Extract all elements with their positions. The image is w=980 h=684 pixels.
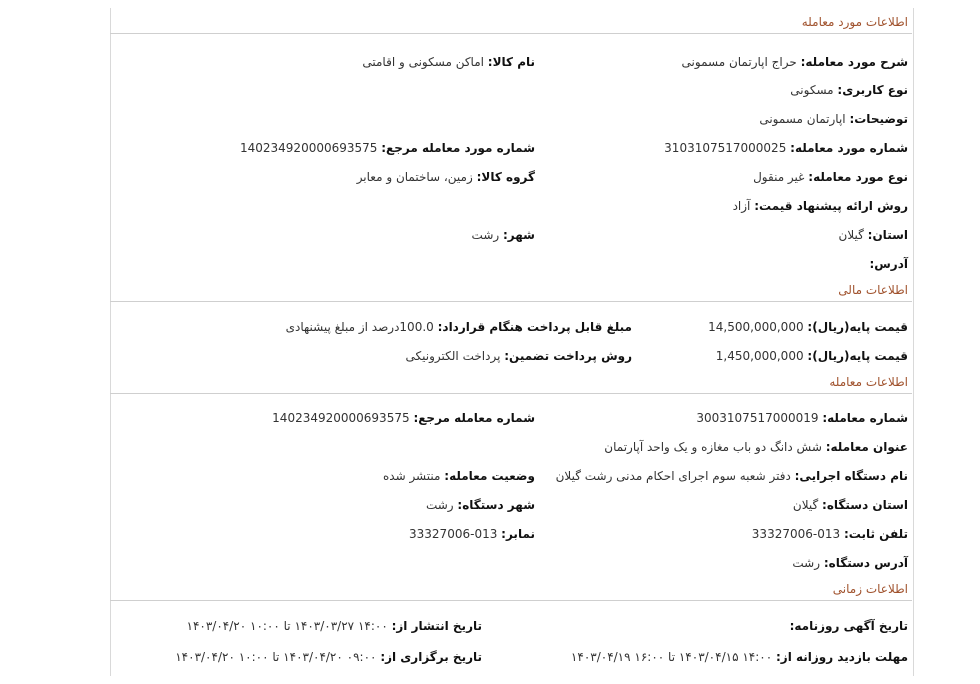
trade-phone-label: تلفن ثابت: <box>843 527 908 541</box>
deal-id-label: شماره مورد معامله: <box>790 141 908 155</box>
deal-bid-label: روش ارائه پیشنهاد قیمت: <box>754 199 908 213</box>
trade-title-label: عنوان معامله: <box>825 440 908 454</box>
trade-org-row <box>556 469 908 483</box>
deal-desc-row <box>682 55 908 69</box>
time-hold-label: تاریخ برگزاری از: <box>380 650 482 664</box>
deal-ref-row <box>240 141 535 155</box>
trade-org-address-value: رشت <box>792 556 821 570</box>
trade-phone-row <box>752 527 908 541</box>
section-deal-title: اطلاعات مورد معامله <box>801 15 908 29</box>
deal-province-value: گیلان <box>838 228 864 242</box>
deal-city-label: شهر: <box>503 228 535 242</box>
time-ad-label: تاریخ آگهی روزنامه: <box>789 619 908 633</box>
finance-guarantee-row <box>406 349 632 363</box>
time-publish-value: ۱۴:۰۰ ۱۴۰۳/۰۳/۲۷ تا ۱۰:۰۰ ۱۴۰۳/۰۴/۲۰ <box>186 619 388 633</box>
deal-usage-row <box>790 83 908 97</box>
trade-title-row <box>604 440 908 454</box>
deal-group-label: گروه کالا: <box>476 170 535 184</box>
trade-status-value: منتشر شده <box>382 469 441 483</box>
trade-org-label: نام دستگاه اجرایی: <box>794 469 908 483</box>
section-trade-title: اطلاعات معامله <box>829 375 908 389</box>
trade-no-row <box>696 411 908 425</box>
finance-guarantee-label: روش پرداخت تضمین: <box>504 349 632 363</box>
finance-base-row <box>708 320 908 334</box>
trade-fax-label: نمابر: <box>501 527 535 541</box>
time-ad-row <box>790 619 908 633</box>
time-visit-row <box>571 650 908 664</box>
deal-id-row <box>664 141 908 155</box>
finance-payable-row <box>286 320 632 334</box>
trade-no-value: 3003107517000019 <box>696 411 819 425</box>
finance-base-value: 14,500,000,000 <box>708 320 804 334</box>
section-deal-header <box>110 10 912 34</box>
trade-phone-value: 013-33327006 <box>751 527 841 541</box>
time-hold-value: ۰۹:۰۰ ۱۴۰۳/۰۴/۲۰ تا ۱۰:۰۰ ۱۴۰۳/۰۴/۲۰ <box>175 650 377 664</box>
deal-province-row <box>839 228 909 242</box>
trade-org-value: دفتر شعبه سوم اجرای احکام مدنی رشت گیلان <box>555 469 791 483</box>
section-trade-header <box>110 370 912 394</box>
finance-deposit-label: قیمت پایه(ریال): <box>807 349 908 363</box>
finance-guarantee-value: پرداخت الکترونیکی <box>405 349 501 363</box>
deal-product-label: نام کالا: <box>487 55 535 69</box>
trade-ref-label: شماره معامله مرجع: <box>413 411 535 425</box>
deal-type-label: نوع مورد معامله: <box>808 170 908 184</box>
trade-org-province-label: استان دستگاه: <box>822 498 908 512</box>
deal-group-row <box>357 170 535 184</box>
deal-desc-label: شرح مورد معامله: <box>800 55 908 69</box>
trade-org-address-row <box>792 556 908 570</box>
deal-city-value: رشت <box>471 228 500 242</box>
trade-org-address-label: آدرس دستگاه: <box>823 556 908 570</box>
trade-fax-row <box>409 527 535 541</box>
deal-notes-label: توضیحات: <box>849 112 908 126</box>
deal-type-value: غیر منقول <box>753 170 805 184</box>
deal-notes-row <box>759 112 908 126</box>
trade-status-row <box>383 469 535 483</box>
section-time-title: اطلاعات زمانی <box>832 582 908 596</box>
deal-province-label: استان: <box>867 228 908 242</box>
deal-product-value: اماکن مسکونی و اقامتی <box>362 55 484 69</box>
trade-ref-value: 140234920000693575 <box>272 411 410 425</box>
trade-org-city-label: شهر دستگاه: <box>457 498 535 512</box>
deal-ref-value: 140234920000693575 <box>239 141 378 155</box>
trade-ref-row <box>272 411 535 425</box>
finance-base-label: قیمت پایه(ریال): <box>807 320 908 334</box>
deal-notes-value: اپارتمان مسمونی <box>759 112 846 126</box>
deal-product-row <box>362 55 535 69</box>
section-finance-header <box>110 278 912 302</box>
finance-payable-value: 100.0درصد از مبلغ پیشنهادی <box>285 320 434 334</box>
finance-deposit-row <box>716 349 908 363</box>
trade-no-label: شماره معامله: <box>822 411 908 425</box>
trade-org-province-value: گیلان <box>792 498 819 512</box>
trade-org-city-value: رشت <box>425 498 454 512</box>
deal-address-row <box>869 257 908 271</box>
deal-usage-label: نوع کاربری: <box>837 83 908 97</box>
trade-org-city-row <box>426 498 535 512</box>
deal-bid-value: آزاد <box>732 199 751 213</box>
trade-title-value: شش دانگ دو باب مغازه و یک واحد آپارتمان <box>604 440 822 454</box>
deal-id-value: 3103107517000025 <box>664 141 787 155</box>
time-publish-row <box>187 619 482 633</box>
trade-fax-value: 013-33327006 <box>409 527 498 541</box>
deal-address-label: آدرس: <box>869 257 908 271</box>
section-time-header <box>110 577 912 601</box>
trade-org-province-row <box>793 498 908 512</box>
deal-type-row <box>753 170 908 184</box>
deal-group-value: زمین، ساختمان و معابر <box>356 170 473 184</box>
deal-ref-label: شماره مورد معامله مرجع: <box>381 141 535 155</box>
page-frame <box>110 8 914 676</box>
time-visit-value: ۱۴:۰۰ ۱۴۰۳/۰۴/۱۵ تا ۱۶:۰۰ ۱۴۰۳/۰۴/۱۹ <box>570 650 773 664</box>
deal-city-row <box>472 228 535 242</box>
deal-desc-value: حراج اپارتمان مسمونی <box>681 55 797 69</box>
time-visit-label: مهلت بازدید روزانه از: <box>776 650 908 664</box>
time-publish-label: تاریخ انتشار از: <box>391 619 482 633</box>
finance-deposit-value: 1,450,000,000 <box>715 349 804 363</box>
section-finance-title: اطلاعات مالی <box>838 283 908 297</box>
finance-payable-label: مبلغ قابل پرداخت هنگام قرارداد: <box>437 320 632 334</box>
deal-usage-value: مسکونی <box>790 83 834 97</box>
trade-status-label: وضعیت معامله: <box>444 469 535 483</box>
time-hold-row <box>175 650 482 664</box>
deal-bid-row <box>733 199 908 213</box>
